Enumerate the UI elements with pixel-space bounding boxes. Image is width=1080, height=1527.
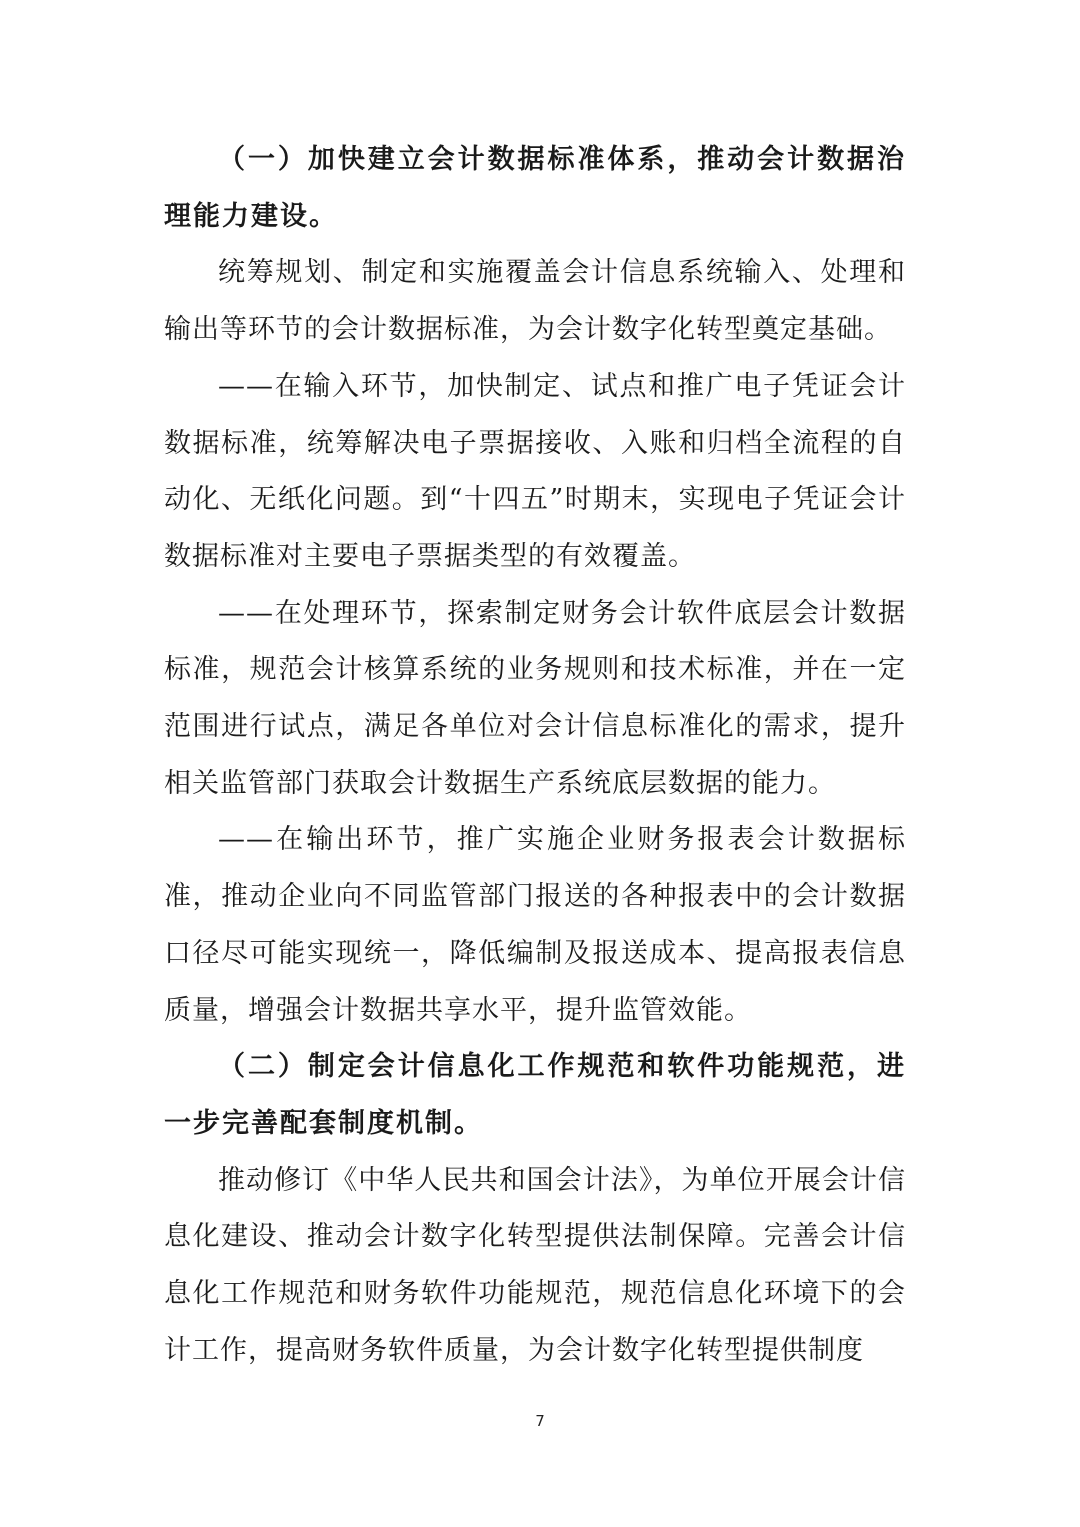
- body-text: [164, 132, 906, 1379]
- paragraph-accounting-law: 推动修订《中华人民共和国会计法》，为单位开展会计信息化建设、推动会计数字化转型提供法制保障。完善会计信息化工作规范和财务软件功能规范，规范信息化环境下的会计工作，提高财务软件质量，为会计数字化转型提供制度: [164, 1164, 906, 1366]
- paragraph-processing-stage: ——在处理环节，探索制定财务会计软件底层会计数据标准，规范会计核算系统的业务规则和技术标准，并在一定范围进行试点，满足各单位对会计信息标准化的需求，提升相关监管部门获取会计数据生产系统底层数据的能力。: [164, 597, 906, 799]
- section-heading-1: （一）加快建立会计数据标准体系，推动会计数据治理能力建设。: [164, 144, 906, 232]
- paragraph-data-standards-intro: 统筹规划、制定和实施覆盖会计信息系统输入、处理和输出等环节的会计数据标准，为会计数字化转型奠定基础。: [164, 257, 906, 346]
- section-heading-2: （二）制定会计信息化工作规范和软件功能规范，进一步完善配套制度机制。: [164, 1051, 906, 1139]
- paragraph-output-stage: ——在输出环节，推广实施企业财务报表会计数据标准，推动企业向不同监管部门报送的各种报表中的会计数据口径尽可能实现统一，降低编制及报送成本、提高报表信息质量，增强会计数据共享水平，提升监管效能。: [164, 824, 906, 1026]
- page-number: 7: [535, 1412, 545, 1430]
- paragraph-input-stage: ——在输入环节，加快制定、试点和推广电子凭证会计数据标准，统筹解决电子票据接收、入账和归档全流程的自动化、无纸化问题。到“十四五”时期末，实现电子凭证会计数据标准对主要电子票据类型的有效覆盖。: [164, 370, 906, 572]
